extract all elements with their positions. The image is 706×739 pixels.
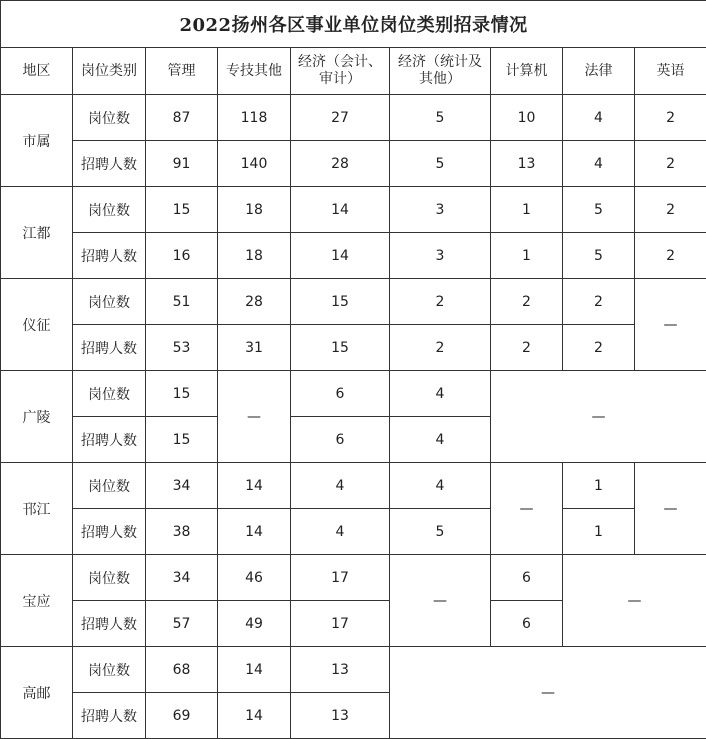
table-row: [1, 233, 706, 279]
cell: 5: [563, 187, 635, 233]
cell: 14: [291, 233, 390, 279]
cell: 87: [146, 95, 218, 141]
cell: 17: [291, 601, 390, 647]
cell: 10: [491, 95, 563, 141]
empty-dash: —: [390, 647, 706, 739]
cell: 2: [635, 141, 706, 187]
table-row: [1, 647, 706, 693]
cell: 4: [291, 509, 390, 555]
table-row: [1, 95, 706, 141]
cell: 31: [218, 325, 291, 371]
cell: 14: [218, 647, 291, 693]
cell: 2: [390, 325, 491, 371]
empty-dash: —: [635, 279, 706, 371]
region-name: 市属: [1, 95, 73, 187]
cell: 4: [291, 463, 390, 509]
header-computer: 计算机: [491, 48, 563, 95]
cell: 13: [491, 141, 563, 187]
cell: 6: [291, 417, 390, 463]
cell: 68: [146, 647, 218, 693]
header-econ-statistics: 经济（统计及 其他）: [390, 48, 491, 95]
cell: 2: [390, 279, 491, 325]
cell: 14: [218, 463, 291, 509]
cell: 13: [291, 693, 390, 739]
cell: 51: [146, 279, 218, 325]
row-type: 招聘人数: [73, 325, 146, 371]
cell: 2: [491, 325, 563, 371]
table-row: [1, 555, 706, 601]
cell: 5: [390, 95, 491, 141]
cell: 15: [146, 417, 218, 463]
cell: 17: [291, 555, 390, 601]
row-type: 岗位数: [73, 463, 146, 509]
row-type: 岗位数: [73, 555, 146, 601]
cell: 5: [390, 509, 491, 555]
empty-dash: —: [218, 371, 291, 463]
region-name: 邗江: [1, 463, 73, 555]
header-region: 地区: [1, 48, 73, 95]
empty-dash: —: [491, 463, 563, 555]
table-row: [1, 325, 706, 371]
cell: 34: [146, 555, 218, 601]
cell: 53: [146, 325, 218, 371]
cell: 57: [146, 601, 218, 647]
cell: 27: [291, 95, 390, 141]
cell: 4: [563, 141, 635, 187]
cell: 14: [218, 693, 291, 739]
cell: 6: [491, 555, 563, 601]
header-econ-accounting: 经济（会计、 审计）: [291, 48, 390, 95]
cell: 46: [218, 555, 291, 601]
region-name: 广陵: [1, 371, 73, 463]
table-row: [1, 463, 706, 509]
row-type: 招聘人数: [73, 417, 146, 463]
cell: 91: [146, 141, 218, 187]
cell: 1: [563, 509, 635, 555]
cell: 5: [390, 141, 491, 187]
region-name: 高邮: [1, 647, 73, 739]
row-type: 招聘人数: [73, 233, 146, 279]
cell: 1: [563, 463, 635, 509]
cell: 38: [146, 509, 218, 555]
cell: 6: [291, 371, 390, 417]
empty-dash: —: [491, 371, 706, 463]
empty-dash: —: [563, 555, 706, 647]
row-type: 招聘人数: [73, 509, 146, 555]
cell: 15: [146, 371, 218, 417]
header-professional: 专技其他: [218, 48, 291, 95]
header-row: [1, 48, 706, 95]
table-row: [1, 509, 706, 555]
cell: 49: [218, 601, 291, 647]
cell: 4: [390, 417, 491, 463]
table-row: [1, 279, 706, 325]
table-row: [1, 141, 706, 187]
empty-dash: —: [390, 555, 491, 647]
cell: 3: [390, 233, 491, 279]
table-title: 2022扬州各区事业单位岗位类别招录情况: [1, 1, 706, 48]
cell: 14: [218, 509, 291, 555]
table-row: [1, 187, 706, 233]
cell: 14: [291, 187, 390, 233]
cell: 15: [291, 279, 390, 325]
cell: 140: [218, 141, 291, 187]
header-type: 岗位类别: [73, 48, 146, 95]
cell: 2: [491, 279, 563, 325]
cell: 69: [146, 693, 218, 739]
cell: 34: [146, 463, 218, 509]
region-name: 仪征: [1, 279, 73, 371]
cell: 2: [563, 325, 635, 371]
cell: 4: [390, 371, 491, 417]
row-type: 岗位数: [73, 187, 146, 233]
row-type: 岗位数: [73, 95, 146, 141]
cell: 118: [218, 95, 291, 141]
row-type: 岗位数: [73, 279, 146, 325]
cell: 15: [146, 187, 218, 233]
row-type: 招聘人数: [73, 601, 146, 647]
row-type: 招聘人数: [73, 693, 146, 739]
table-row: [1, 371, 706, 417]
header-management: 管理: [146, 48, 218, 95]
row-type: 岗位数: [73, 371, 146, 417]
cell: 13: [291, 647, 390, 693]
cell: 18: [218, 187, 291, 233]
cell: 2: [635, 233, 706, 279]
cell: 2: [635, 187, 706, 233]
cell: 6: [491, 601, 563, 647]
cell: 1: [491, 187, 563, 233]
cell: 28: [218, 279, 291, 325]
cell: 18: [218, 233, 291, 279]
header-law: 法律: [563, 48, 635, 95]
empty-dash: —: [635, 463, 706, 555]
cell: 1: [491, 233, 563, 279]
cell: 2: [563, 279, 635, 325]
header-english: 英语: [635, 48, 706, 95]
cell: 4: [563, 95, 635, 141]
region-name: 宝应: [1, 555, 73, 647]
cell: 16: [146, 233, 218, 279]
region-name: 江都: [1, 187, 73, 279]
row-type: 岗位数: [73, 647, 146, 693]
cell: 15: [291, 325, 390, 371]
cell: 5: [563, 233, 635, 279]
cell: 3: [390, 187, 491, 233]
cell: 4: [390, 463, 491, 509]
row-type: 招聘人数: [73, 141, 146, 187]
cell: 28: [291, 141, 390, 187]
cell: 2: [635, 95, 706, 141]
